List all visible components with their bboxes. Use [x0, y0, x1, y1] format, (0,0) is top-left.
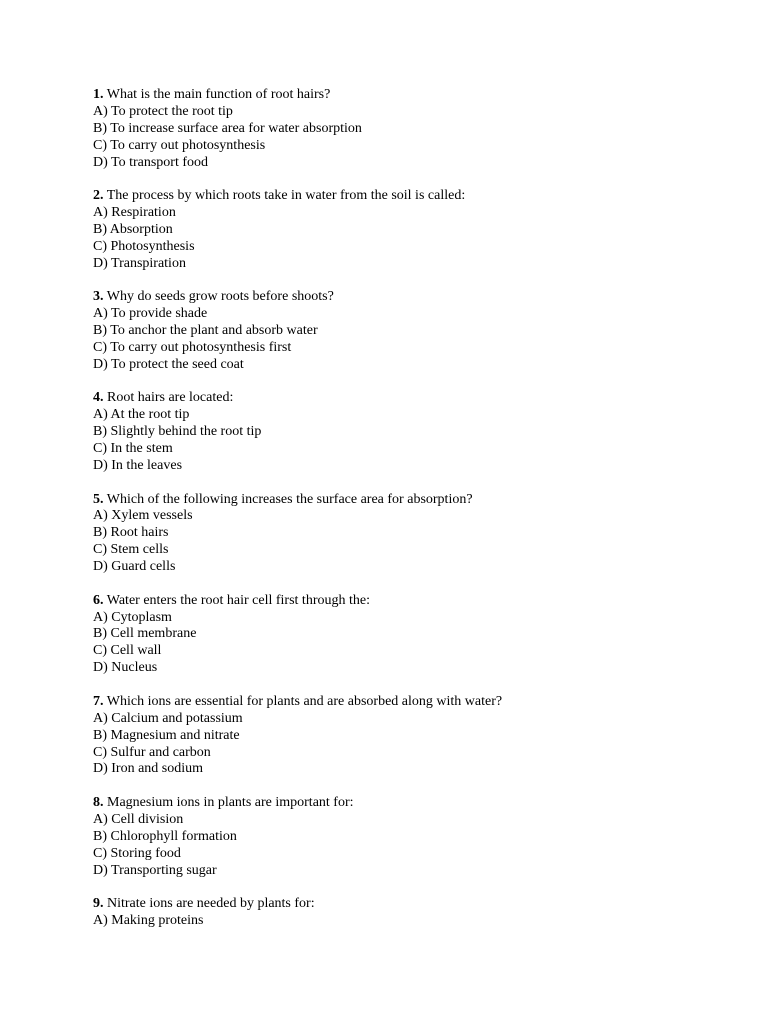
question-stem — [93, 87, 733, 104]
answer-option: B) Slightly behind the root tip — [93, 424, 262, 440]
question-list — [93, 87, 733, 947]
question-number: 1. — [93, 87, 104, 102]
answer-option: A) Cytoplasm — [93, 609, 172, 625]
question-number: 9. — [93, 896, 104, 912]
answer-option: C) Photosynthesis — [93, 238, 195, 254]
question-number: 4. — [93, 390, 104, 406]
question-stem — [93, 390, 733, 407]
question-stem — [93, 188, 733, 205]
question-1 — [93, 87, 733, 171]
answer-option: B) To increase surface area for water absorption — [93, 120, 362, 136]
question-9 — [93, 896, 733, 930]
question-3 — [93, 289, 733, 373]
question-text: The process by which roots take in water from the soil is called: — [106, 188, 466, 204]
answer-option: D) Nucleus — [93, 660, 158, 676]
question-8 — [93, 795, 733, 879]
question-text: Nitrate ions are needed by plants for: — [107, 896, 315, 912]
answer-option: B) Root hairs — [93, 525, 169, 541]
answer-option: A) At the root tip — [93, 407, 190, 423]
answer-option: A) Xylem vessels — [93, 508, 193, 524]
answer-option: B) Cell membrane — [93, 626, 197, 642]
question-number: 6. — [93, 592, 104, 608]
question-number: 2. — [93, 188, 104, 204]
answer-option: D) In the leaves — [93, 457, 183, 473]
question-text: Root hairs are located: — [107, 390, 234, 406]
answer-option: C) Cell wall — [93, 643, 162, 659]
answer-option: A) Making proteins — [93, 913, 204, 929]
answer-option: C) In the stem — [93, 441, 173, 457]
question-4 — [93, 390, 733, 474]
answer-option: D) To protect the seed coat — [93, 356, 244, 372]
question-number: 3. — [93, 289, 104, 305]
answer-option: C) To carry out photosynthesis — [93, 137, 266, 153]
question-5 — [93, 492, 733, 576]
answer-option: D) Transporting sugar — [93, 862, 217, 878]
question-stem — [93, 795, 733, 812]
question-text: Which of the following increases the surface area for absorption? — [106, 491, 473, 507]
question-text: Water enters the root hair cell first through the: — [106, 592, 370, 608]
answer-option: D) Guard cells — [93, 559, 176, 575]
answer-option: A) Cell division — [93, 811, 184, 827]
answer-option: C) Storing food — [93, 845, 181, 861]
question-number: 5. — [93, 491, 104, 507]
question-7 — [93, 694, 733, 778]
question-text: Magnesium ions in plants are important for: — [107, 794, 354, 810]
answer-option: B) To anchor the plant and absorb water — [93, 323, 318, 339]
question-number: 8. — [93, 794, 104, 810]
answer-option: B) Absorption — [93, 221, 173, 237]
question-6 — [93, 593, 733, 677]
answer-option: C) Sulfur and carbon — [93, 744, 211, 760]
question-stem — [93, 896, 733, 913]
answer-option: D) To transport food — [93, 154, 209, 170]
answer-option: A) Calcium and potassium — [93, 710, 243, 726]
answer-option: B) Magnesium and nitrate — [93, 727, 240, 743]
question-stem — [93, 593, 733, 610]
question-text: What is the main function of root hairs? — [106, 87, 331, 102]
answer-option: C) To carry out photosynthesis first — [93, 339, 292, 355]
answer-option: A) Respiration — [93, 205, 176, 221]
question-text: Why do seeds grow roots before shoots? — [106, 289, 334, 305]
question-stem — [93, 694, 733, 711]
answer-option: B) Chlorophyll formation — [93, 828, 237, 844]
answer-option: C) Stem cells — [93, 542, 169, 558]
answer-option: A) To provide shade — [93, 306, 208, 322]
answer-option: D) Transpiration — [93, 255, 186, 271]
answer-option: A) To protect the root tip — [93, 103, 233, 119]
question-number: 7. — [93, 693, 104, 709]
question-text: Which ions are essential for plants and are absorbed along with water? — [106, 693, 503, 709]
question-2 — [93, 188, 733, 272]
question-stem — [93, 289, 733, 306]
question-stem — [93, 492, 733, 509]
answer-option: D) Iron and sodium — [93, 761, 204, 777]
